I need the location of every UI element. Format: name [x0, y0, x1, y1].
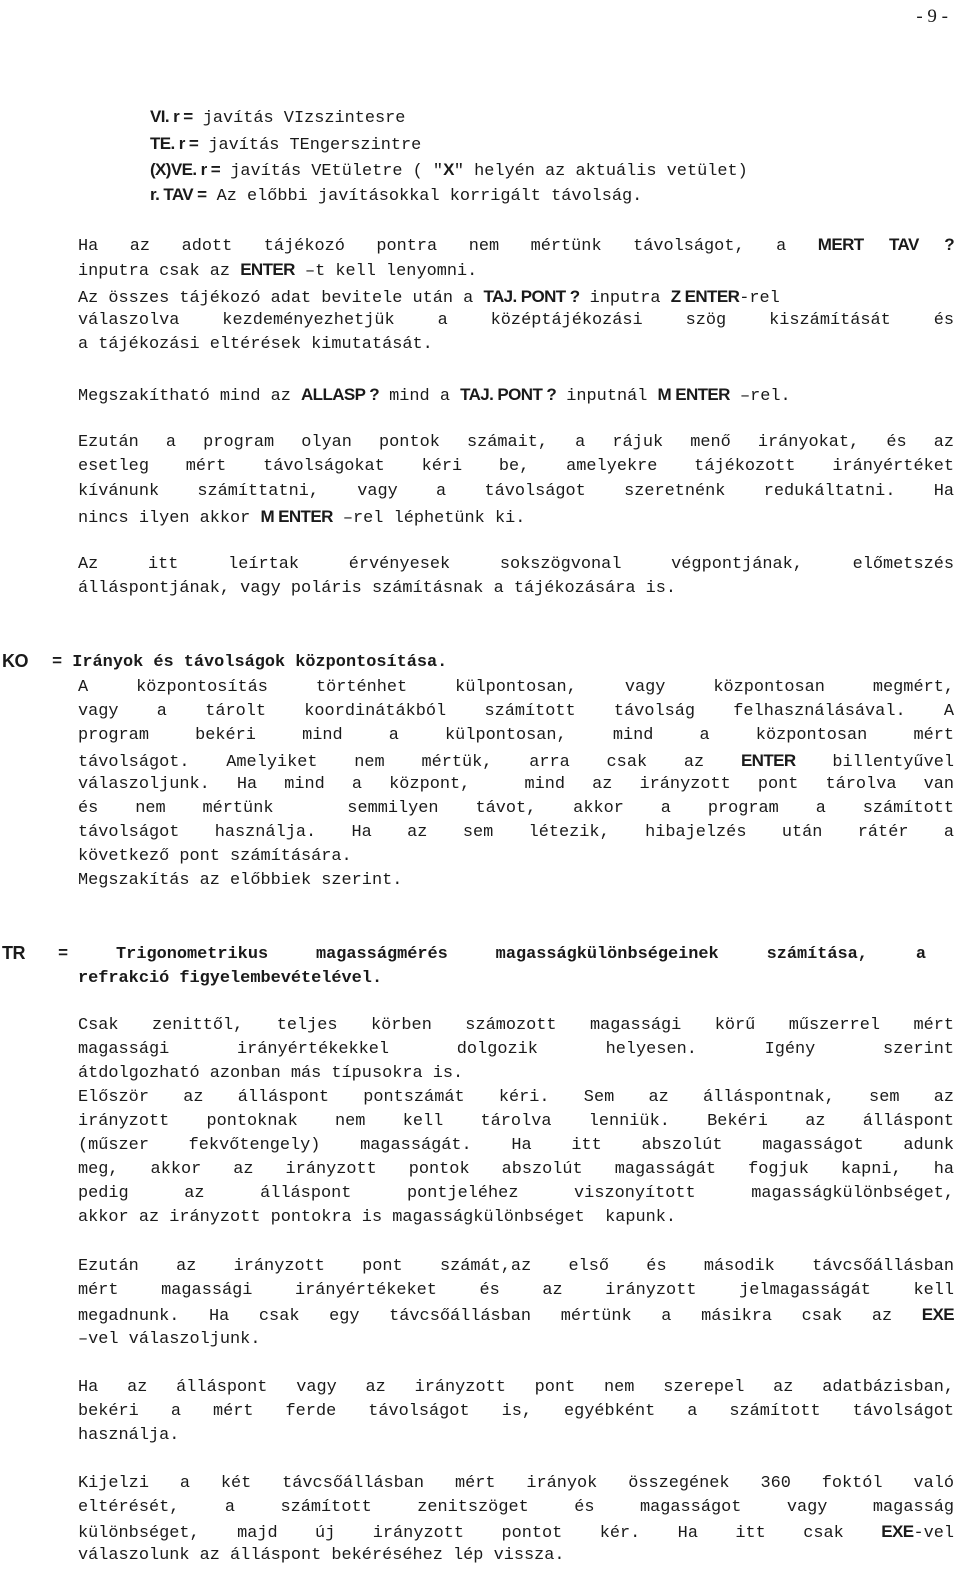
definition-ve: (X)VE. r = javítás VEtületre ( "X" helyén az aktuális vetület): [150, 160, 748, 181]
paragraph-line: használja.: [78, 1426, 180, 1445]
paragraph-line: irányzott pontoknak nem kell tárolva lenniük. Bekéri az álláspont: [78, 1112, 954, 1131]
paragraph-line: Csak zenittől, teljes körben számozott magassági körű műszerrel mért: [78, 1016, 954, 1035]
paragraph-line: Az itt leírtak érvényesek sokszögvonal végpontjának, előmetszés: [78, 555, 954, 574]
paragraph-line: Megszakítás az előbbiek szerint.: [78, 871, 403, 890]
section-label-ko: KO: [2, 651, 28, 671]
page-number: - 9 -: [916, 6, 948, 27]
paragraph-line: válaszolva kezdeményezhetjük a középtájékozási szög kiszámítását és: [78, 311, 954, 330]
section-title-tr-cont: refrakció figyelembevételével.: [78, 969, 383, 988]
paragraph-line: távolságot. Amelyiket nem mértük, arra csak az ENTER billentyűvel: [78, 751, 954, 772]
paragraph-line: Ezután a program olyan pontok számait, a rájuk menő irányokat, és az: [78, 433, 954, 452]
paragraph-line: eltérését, a számított zenitszöget és magasságot vagy magasság: [78, 1498, 954, 1517]
paragraph-line: átdolgozható azonban más típusokra is.: [78, 1064, 464, 1083]
paragraph-line: különbséget, majd új irányzott pontot kér. Ha itt csak EXE-vel: [78, 1522, 954, 1543]
paragraph-line: Ha az álláspont vagy az irányzott pont nem szerepel az adatbázisban,: [78, 1378, 954, 1397]
paragraph-line: bekéri a mért ferde távolságot is, egyébként a számított távolságot: [78, 1402, 954, 1421]
paragraph-line: A központosítás történhet külpontosan, vagy központosan megmért,: [78, 678, 954, 697]
paragraph-line: Először az álláspont pontszámát kéri. Sem az álláspontnak, sem az: [78, 1088, 954, 1107]
paragraph-line: és nem mértünk semmilyen távot, akkor a program a számított: [78, 799, 954, 818]
paragraph-line: Ezután az irányzott pont számát,az első és második távcsőállásban: [78, 1257, 954, 1276]
paragraph-line: Az összes tájékozó adat bevitele után a TAJ. PONT ? inputra Z ENTER-rel: [78, 287, 780, 308]
paragraph-line: a tájékozási eltérések kimutatását.: [78, 335, 433, 354]
paragraph-line: meg, akkor az irányzott pontok abszolút magasságát fogjuk kapni, ha: [78, 1160, 954, 1179]
section-title-tr: = Trigonometrikus magasságmérés magasságkülönbségeinek számítása, a: [58, 945, 926, 964]
paragraph-line: válaszolunk az álláspont bekéréséhez lép vissza.: [78, 1546, 565, 1565]
paragraph-line: inputra csak az ENTER –t kell lenyomni.: [78, 260, 478, 281]
definition-tav: r. TAV = Az előbbi javításokkal korrigált távolság.: [150, 185, 643, 206]
paragraph-line: kívánunk számíttatni, vagy a távolságot szeretnénk redukáltatni. Ha: [78, 482, 954, 501]
paragraph-line: program bekéri mind a külpontosan, mind a központosan mért: [78, 726, 954, 745]
paragraph-line: mért magassági irányértékeket és az irányzott jelmagasságát kell: [78, 1281, 954, 1300]
paragraph-line: (műszer fekvőtengely) magasságát. Ha itt abszolút magasságot adunk: [78, 1136, 954, 1155]
paragraph-line: vagy a tárolt koordinátákból számított távolság felhasználásával. A: [78, 702, 954, 721]
paragraph-line: megadnunk. Ha csak egy távcsőállásban mértünk a másikra csak az EXE: [78, 1305, 954, 1326]
paragraph-line: magassági irányértékekkel dolgozik helyesen. Igény szerint: [78, 1040, 954, 1059]
paragraph-line: távolságot használja. Ha az sem létezik, hibajelzés után rátér a: [78, 823, 954, 842]
paragraph-line: esetleg mért távolságokat kéri be, amelyekre tájékozott irányértéket: [78, 457, 954, 476]
paragraph-line: Ha az adott tájékozó pontra nem mértünk távolságot, a MERT TAV ?: [78, 235, 954, 256]
section-label-tr: TR: [2, 943, 25, 963]
paragraph-line: következő pont számítására.: [78, 847, 352, 866]
paragraph-line: álláspontjának, vagy poláris számításnak a tájékozására is.: [78, 579, 677, 598]
section-title-ko: = Irányok és távolságok központosítása.: [52, 653, 448, 672]
paragraph-line: –vel válaszoljunk.: [78, 1330, 261, 1349]
definition-vi: VI. r = javítás VIzszintesre: [150, 107, 406, 128]
paragraph-line: nincs ilyen akkor M ENTER –rel léphetünk ki.: [78, 507, 526, 528]
paragraph-line: akkor az irányzott pontokra is magasságkülönbséget kapunk.: [78, 1208, 677, 1227]
paragraph-line: Kijelzi a két távcsőállásban mért irányok összegének 360 foktól való: [78, 1474, 954, 1493]
definition-te: TE. r = javítás TEngerszintre: [150, 134, 422, 155]
paragraph-line: Megszakítható mind az ALLASP ? mind a TAJ. PONT ? inputnál M ENTER –rel.: [78, 385, 791, 406]
paragraph-line: pedig az álláspont pontjeléhez viszonyított magasságkülönbséget,: [78, 1184, 954, 1203]
paragraph-line: válaszoljunk. Ha mind a központ, mind az irányzott pont tárolva van: [78, 775, 954, 794]
